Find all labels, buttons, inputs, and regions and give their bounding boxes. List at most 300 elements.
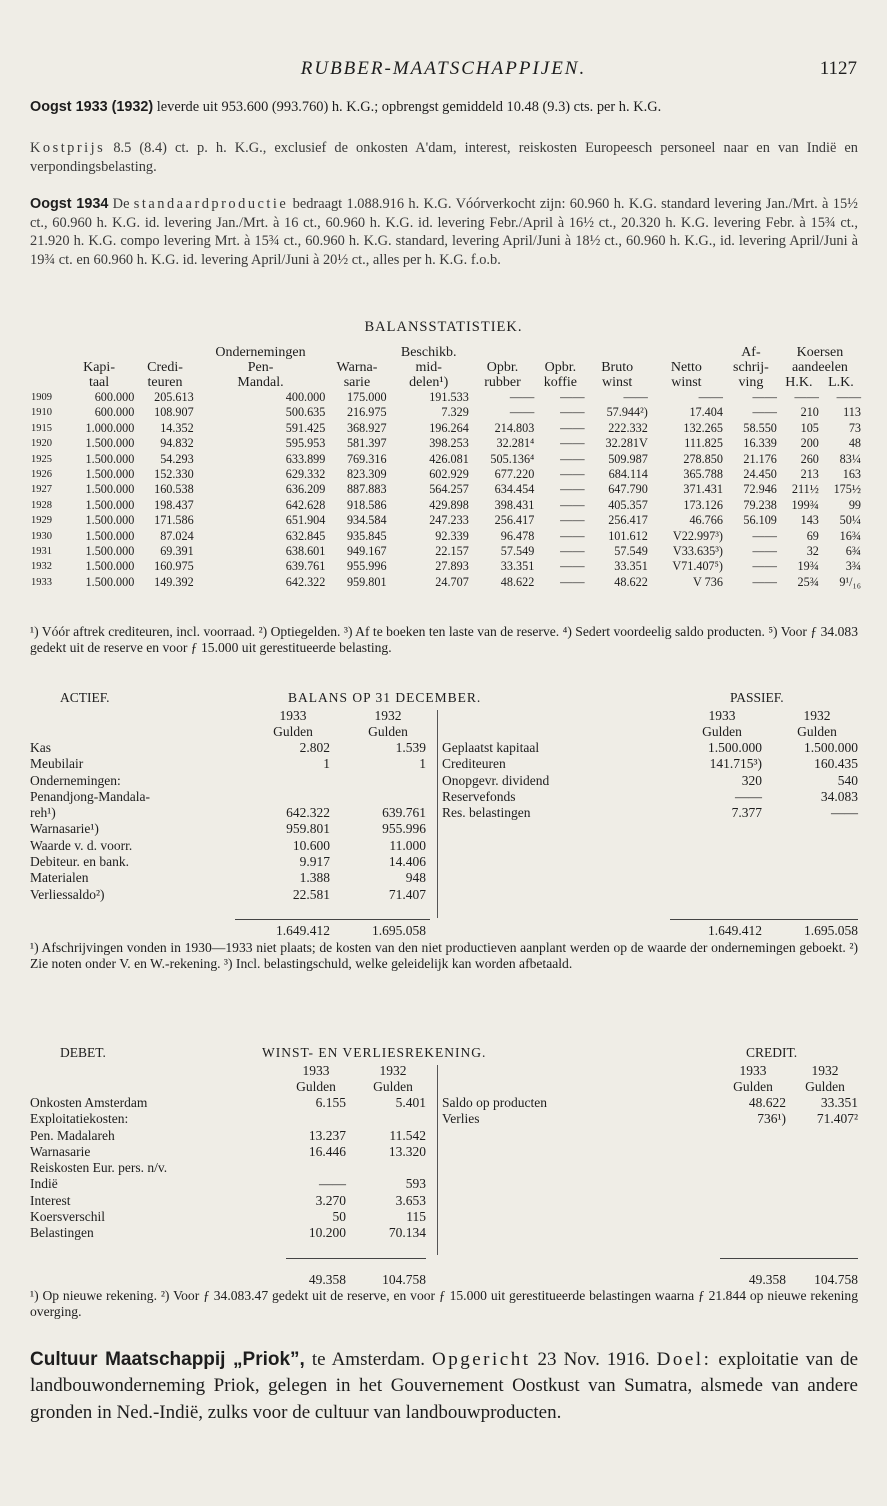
- ledger-value-1933: 10.600: [292, 837, 330, 853]
- stat-year-cell: 1932: [31, 561, 52, 573]
- stat-value-cell: 25¾: [797, 574, 819, 589]
- stat-value-cell: 48.622: [500, 574, 535, 589]
- balans-unit-1932-right: Gulden: [797, 724, 837, 739]
- ledger-value-1933: ——: [319, 1176, 346, 1192]
- ledger-value-1932: 33.351: [820, 1095, 858, 1110]
- wv-year-1933-right: 1933: [739, 1063, 767, 1078]
- stat-row-1929: [30, 513, 862, 528]
- stat-value-cell: 152.330: [154, 467, 194, 482]
- stat-year-cell: 1910: [31, 407, 52, 419]
- stat-header-cell: Pen-: [247, 360, 274, 375]
- stat-value-cell: V22.997³): [672, 528, 723, 543]
- ledger-value-1932: 1.500.000: [804, 740, 858, 755]
- oogst-1933-paragraph: [30, 98, 858, 117]
- stat-value-cell: ——: [560, 559, 585, 574]
- ledger-value-1933: 7.377: [731, 805, 762, 821]
- wv-left-row: [30, 1160, 430, 1176]
- balans-actief-list: [30, 740, 430, 903]
- stat-value-cell: ——: [752, 574, 777, 589]
- stat-value-cell: ——: [836, 390, 861, 404]
- stat-value-cell: 79.238: [743, 497, 777, 512]
- ledger-label: Onopgevr. dividend: [442, 772, 550, 788]
- stat-value-cell: 887.883: [346, 482, 387, 497]
- stat-value-cell: 69: [806, 528, 819, 543]
- stat-value-cell: 7.329: [441, 405, 469, 420]
- balans-left-row: [30, 805, 430, 821]
- stat-value-cell: 33.351: [500, 559, 535, 574]
- stat-value-cell: 27.893: [435, 559, 469, 574]
- ledger-value-1932: 71.407: [388, 886, 426, 902]
- balans-left-row: [30, 756, 430, 772]
- stat-value-cell: ——: [560, 405, 585, 420]
- passief-heading: PASSIEF.: [730, 690, 784, 705]
- stat-header-cell: mid-: [415, 360, 442, 375]
- stat-value-cell: 105: [800, 420, 819, 435]
- stat-value-cell: 3¾: [845, 559, 861, 574]
- stat-value-cell: 651.904: [285, 513, 326, 528]
- ledger-value-1932: 3.653: [395, 1192, 426, 1208]
- stat-year-cell: 1929: [31, 515, 52, 527]
- stat-value-cell: 143: [800, 513, 819, 528]
- stat-value-cell: 935.845: [346, 528, 387, 543]
- stat-header-cell: koffie: [543, 375, 577, 390]
- stat-value-cell: 48: [848, 436, 861, 451]
- wv-unit-1932-right: Gulden: [805, 1079, 845, 1094]
- stat-value-cell: 509.987: [608, 451, 648, 466]
- balans-unit-1933-left: Gulden: [273, 724, 313, 739]
- ledger-value-1933: 736¹): [757, 1111, 786, 1127]
- stat-value-cell: 602.929: [429, 467, 469, 482]
- stat-value-cell: 371.431: [683, 482, 723, 497]
- ledger-label: Debiteur. en bank.: [30, 854, 129, 870]
- stat-year-cell: 1915: [31, 422, 52, 434]
- stat-header-row-2: [30, 360, 862, 375]
- stat-value-cell: 684.114: [608, 467, 648, 482]
- standaardproductie-label: standaardproductie: [133, 196, 289, 212]
- stat-header-cell: [63, 345, 135, 360]
- stat-value-cell: 173.126: [683, 497, 723, 512]
- wv-left-rule: [286, 1258, 426, 1259]
- stat-value-cell: 564.257: [429, 482, 469, 497]
- ledger-value-1932: 948: [405, 870, 426, 886]
- oogst-1934-text2: bedraagt 1.088.916 h. K.G. Vóórverkocht zijn: 60.960 h. K.G. standard levering Jan./Mrt. à 15½ ct., 60.960 h. K.G. id. levering Jan./Mrt. à 16 ct., 60.960 h. K.G. id. levering Febr./April à 16½ ct., 20.320 h. K.G. levering Febr. à 15¾ ct., 21.920 h. K.G. compo levering Mrt. à 15¾ ct., 60.960 h. K.G. standard, levering April/Juni à 18½ ct., 60.960 h. K.G., id. levering April/Juni à 19¾ ct. en 60.960 h. K.G. id. levering April/Juni à 20½ ct., alles per h. K.G. f.o.b.: [30, 196, 858, 268]
- stat-value-cell: 959.801: [346, 574, 387, 589]
- oogst-1934-text1: De: [112, 196, 130, 212]
- balans-total-1933-left: 1.649.412: [276, 923, 330, 938]
- wv-unit-1932-left: Gulden: [373, 1079, 413, 1094]
- balans-passief-list: [442, 740, 858, 821]
- stat-value-cell: ——: [752, 559, 777, 574]
- balans-left-row: [30, 789, 430, 805]
- opgericht-label: Opgericht: [432, 1349, 531, 1370]
- stat-value-cell: 205.613: [154, 390, 194, 404]
- stat-header-cell: aandeelen: [791, 360, 848, 375]
- wv-unit-1933-left: Gulden: [296, 1079, 336, 1094]
- balans-right-row: [442, 773, 858, 789]
- stat-value-cell: 823.309: [346, 467, 387, 482]
- stat-value-cell: 1.000.000: [85, 420, 135, 435]
- balans-total-1933-right: 1.649.412: [708, 923, 762, 938]
- stat-value-cell: 56.109: [743, 513, 777, 528]
- balans-left-row: [30, 821, 430, 837]
- stat-header-cell: [30, 375, 63, 390]
- ledger-value-1932: 11.000: [389, 837, 426, 853]
- stat-header-cell: [30, 360, 63, 375]
- ledger-value-1933: 1.388: [299, 870, 330, 886]
- ledger-value-1933: 320: [741, 772, 762, 788]
- stat-header-cell: rubber: [484, 375, 521, 390]
- ledger-value-1933: 2.802: [299, 740, 330, 755]
- stat-value-cell: 1.500.000: [85, 544, 135, 559]
- stat-row-1920: [30, 436, 862, 451]
- stat-year-cell: 1930: [31, 530, 52, 542]
- stat-value-cell: V 736: [693, 574, 723, 589]
- balans-left-row: [30, 870, 430, 886]
- stat-value-cell: ——: [560, 390, 585, 404]
- stat-value-cell: 934.584: [346, 513, 387, 528]
- ledger-value-1932: 1.539: [395, 740, 426, 755]
- ledger-value-1932: 34.083: [820, 788, 858, 804]
- stat-value-cell: ——: [752, 528, 777, 543]
- wv-left-row: [30, 1111, 430, 1127]
- stat-header-row-1: [30, 345, 862, 360]
- stat-header-cell: H.K.: [785, 375, 813, 390]
- ledger-value-1933: 50: [332, 1209, 346, 1225]
- stat-value-cell: 101.612: [608, 528, 648, 543]
- stat-header-cell: [535, 345, 585, 360]
- stat-row-1928: [30, 498, 862, 513]
- stat-value-cell: 638.601: [285, 544, 326, 559]
- ledger-value-1933: 141.715³): [709, 756, 762, 772]
- stat-value-cell: ——: [560, 497, 585, 512]
- balans-section: [30, 690, 858, 938]
- stat-row-1927: [30, 482, 862, 497]
- wv-footnote: ¹) Op nieuwe rekening. ²) Voor ƒ 34.083.47 gedekt uit de reserve, en voor ƒ 15.000 uit gerestitueerde belastingen waarna ƒ 21.844 op nieuwe rekening overging.: [30, 1288, 858, 1320]
- stat-value-cell: 278.850: [683, 451, 723, 466]
- wv-right-rule: [720, 1258, 858, 1259]
- ledger-value-1932: 14.406: [388, 854, 426, 870]
- wv-left-row: [30, 1193, 430, 1209]
- stat-header-cell: Opbr.: [486, 360, 519, 375]
- stat-value-cell: 149.392: [154, 574, 194, 589]
- oogst-1933-label: Oogst 1933 (1932): [30, 99, 154, 115]
- ledger-label: Res. belastingen: [442, 805, 531, 821]
- running-header: [0, 58, 887, 82]
- ledger-value-1932: 639.761: [382, 805, 426, 821]
- stat-value-cell: 24.707: [435, 574, 469, 589]
- stat-value-cell: 211½: [791, 482, 819, 497]
- ledger-label: Indië: [30, 1176, 58, 1192]
- stat-value-cell: ——: [623, 390, 648, 404]
- ledger-label: Interest: [30, 1192, 71, 1208]
- stat-value-cell: 600.000: [94, 405, 135, 420]
- stat-header-cell: Opbr.: [544, 360, 577, 375]
- stat-value-cell: 16.339: [743, 436, 777, 451]
- balans-year-1932-left: 1932: [374, 708, 402, 723]
- stat-header-cell: winst: [601, 375, 633, 390]
- ledger-value-1932: 540: [837, 772, 858, 788]
- ledger-value-1933: 3.270: [315, 1192, 346, 1208]
- oogst-1934-paragraph: [30, 195, 858, 269]
- stat-value-cell: 429.898: [429, 497, 469, 512]
- stat-value-cell: 213: [800, 467, 819, 482]
- stat-header-cell: Netto: [670, 360, 702, 375]
- balans-title: BALANS OP 31 DECEMBER.: [288, 690, 482, 705]
- stat-year-cell: 1928: [31, 499, 52, 511]
- ledger-label: Warnasarie: [30, 1143, 91, 1159]
- ledger-value-1933: 1: [323, 756, 330, 772]
- priok-company-name: Cultuur Maatschappij „Priok”,: [30, 1349, 305, 1370]
- stat-value-cell: 108.907: [154, 405, 194, 420]
- stat-value-cell: 1.500.000: [85, 528, 135, 543]
- stat-year-cell: 1909: [31, 392, 52, 403]
- stat-header-cell: Bruto: [601, 360, 634, 375]
- stat-value-cell: 171.586: [154, 513, 194, 528]
- wv-total-1932-left: 104.758: [382, 1272, 426, 1287]
- stat-value-cell: ——: [560, 482, 585, 497]
- stat-value-cell: 54.293: [160, 451, 194, 466]
- stat-value-cell: 639.761: [285, 559, 326, 574]
- stat-value-cell: 9¹/₁₆: [839, 574, 861, 589]
- ledger-label: reh¹): [30, 805, 56, 821]
- stat-year-cell: 1925: [31, 453, 52, 465]
- stat-value-cell: 87.024: [160, 528, 194, 543]
- balans-unit-1932-left: Gulden: [368, 724, 408, 739]
- stat-header-cell: Warna-: [336, 360, 378, 375]
- ledger-value-1932: 5.401: [395, 1095, 426, 1110]
- stat-value-cell: 198.437: [154, 497, 194, 512]
- priok-place: te Amsterdam.: [311, 1349, 425, 1370]
- stat-header-cell: [649, 345, 724, 360]
- ledger-label: Kas: [30, 740, 51, 755]
- stat-value-cell: 24.450: [743, 467, 777, 482]
- stat-year-cell: 1933: [31, 576, 52, 588]
- balans-right-rule: [670, 919, 858, 920]
- stat-value-cell: 32: [806, 544, 819, 559]
- ledger-value-1933: 10.200: [308, 1225, 346, 1241]
- wv-year-1932-left: 1932: [379, 1063, 407, 1078]
- balans-right-row: [442, 740, 858, 756]
- stat-value-cell: 1.500.000: [85, 467, 135, 482]
- stat-header-row-3: [30, 375, 862, 390]
- stat-value-cell: 629.332: [285, 467, 326, 482]
- stat-value-cell: ——: [560, 513, 585, 528]
- stat-value-cell: 1.500.000: [85, 436, 135, 451]
- stat-value-cell: 642.322: [285, 574, 326, 589]
- stat-row-1925: [30, 452, 862, 467]
- stat-value-cell: 595.953: [285, 436, 326, 451]
- stat-value-cell: 57.549: [614, 544, 648, 559]
- stat-value-cell: 99: [848, 497, 861, 512]
- stat-value-cell: 175.000: [346, 390, 387, 404]
- stat-value-cell: 256.417: [608, 513, 648, 528]
- stat-row-1933: [30, 575, 862, 590]
- stat-value-cell: 1.500.000: [85, 513, 135, 528]
- stat-value-cell: ——: [560, 544, 585, 559]
- stat-value-cell: 33.351: [614, 559, 648, 574]
- ledger-label: Koersverschil: [30, 1209, 105, 1225]
- wv-title: WINST- EN VERLIESREKENING.: [262, 1045, 487, 1060]
- wv-divider: [437, 1065, 438, 1255]
- page-number: 1127: [819, 58, 857, 79]
- stat-header-cell: [586, 345, 649, 360]
- stat-value-cell: 677.220: [494, 467, 535, 482]
- ledger-label: Onkosten Amsterdam: [30, 1095, 148, 1110]
- ledger-value-1933: 16.446: [308, 1143, 346, 1159]
- stat-year-cell: 1931: [31, 546, 52, 558]
- balans-footnote: ¹) Afschrijvingen vonden in 1930—1933 niet plaats; de kosten van den niet productieven aanplant werden op de waarde der ondernemingen geboekt. ²) Zie noten onder V. en W.-rekening. ³) Incl. belastingschuld, welke geleidelijk kan worden afbetaald.: [30, 940, 858, 972]
- balans-left-row: [30, 887, 430, 903]
- stat-row-1931: [30, 544, 862, 559]
- wv-left-row: [30, 1209, 430, 1225]
- stat-value-cell: 57.944²): [606, 405, 648, 420]
- stat-value-cell: 92.339: [435, 528, 469, 543]
- balans-left-rule: [235, 919, 430, 920]
- stat-header-cell: delen¹): [409, 375, 449, 390]
- stat-value-cell: 46.766: [689, 513, 723, 528]
- stat-value-cell: 96.478: [500, 528, 535, 543]
- wv-left-row: [30, 1144, 430, 1160]
- debet-heading: DEBET.: [60, 1045, 106, 1060]
- balans-left-row: [30, 838, 430, 854]
- ledger-label: Meubilair: [30, 756, 84, 772]
- doel-text: exploitatie van de landbouwonderneming Priok, gelegen in het Gouvernement Oostkust van Sumatra, alsmede van andere gronden in Ned.-Indië, zulks voor de cultuur van landbouwproducten.: [30, 1349, 859, 1423]
- wv-year-1933-left: 1933: [302, 1063, 330, 1078]
- running-title: RUBBER-MAATSCHAPPIJEN.: [300, 58, 587, 79]
- ledger-label: Penandjong-Mandala-: [30, 788, 150, 804]
- ledger-value-1933: 22.581: [292, 886, 330, 902]
- stat-value-cell: 111.825: [684, 436, 723, 451]
- stat-row-1932: [30, 559, 862, 574]
- stat-value-cell: 16¾: [839, 528, 861, 543]
- stat-row-1909: [30, 390, 862, 405]
- actief-heading: ACTIEF.: [60, 690, 110, 705]
- stat-year-cell: 1926: [31, 469, 52, 481]
- stat-header-cell: [326, 345, 387, 360]
- winst-verlies-section: [30, 1045, 858, 1287]
- ledger-value-1933: ——: [735, 788, 762, 804]
- stat-value-cell: 365.788: [683, 467, 723, 482]
- stat-value-cell: 955.996: [346, 559, 387, 574]
- stat-value-cell: 32.281⁴: [496, 436, 535, 451]
- ledger-label: Exploitatiekosten:: [30, 1111, 129, 1127]
- ledger-value-1932: ——: [831, 805, 858, 821]
- stat-value-cell: 22.157: [435, 544, 469, 559]
- stat-value-cell: 32.281V: [605, 436, 648, 451]
- ledger-label: Saldo op producten: [442, 1095, 547, 1110]
- ledger-value-1932: 11.542: [389, 1127, 426, 1143]
- stat-value-cell: 632.845: [285, 528, 326, 543]
- stat-value-cell: 426.081: [429, 451, 469, 466]
- stat-value-cell: 260: [800, 451, 819, 466]
- balansstatistiek-title: BALANSSTATISTIEK.: [364, 319, 523, 335]
- stat-value-cell: 1.500.000: [85, 574, 135, 589]
- opgericht-date: 23 Nov. 1916.: [537, 1349, 650, 1370]
- balans-total-1932-left: 1.695.058: [372, 923, 426, 938]
- priok-paragraph: [30, 1347, 858, 1426]
- stat-value-cell: 50¼: [839, 513, 861, 528]
- ledger-value-1932: 593: [405, 1176, 426, 1192]
- stat-value-cell: 58.550: [743, 420, 777, 435]
- stat-header-cell: sarie: [343, 375, 371, 390]
- stat-header-cell: Mandal.: [237, 375, 284, 390]
- stat-value-cell: ——: [752, 405, 777, 420]
- stat-value-cell: 949.167: [346, 544, 387, 559]
- stat-value-cell: 132.265: [683, 420, 723, 435]
- wv-year-1932-right: 1932: [811, 1063, 839, 1078]
- stat-header-cell: Koersen: [796, 345, 844, 360]
- stat-value-cell: 94.832: [160, 436, 194, 451]
- stat-value-cell: 200: [800, 436, 819, 451]
- stat-value-cell: 73: [848, 420, 861, 435]
- stat-value-cell: 175½: [833, 482, 861, 497]
- balans-left-row: [30, 740, 430, 756]
- stat-value-cell: 113: [843, 405, 861, 420]
- kostprijs-label: Kostprijs: [30, 140, 106, 156]
- stat-value-cell: 72.946: [743, 482, 777, 497]
- ledger-value-1933: 1.500.000: [708, 740, 762, 755]
- stat-header-cell: [135, 345, 194, 360]
- stat-value-cell: ——: [560, 451, 585, 466]
- wv-debet-list: [30, 1095, 430, 1242]
- stat-value-cell: 199¾: [791, 497, 819, 512]
- stat-value-cell: 1.500.000: [85, 482, 135, 497]
- ledger-label: Waarde v. d. voorr.: [30, 837, 133, 853]
- stat-value-cell: 1.500.000: [85, 497, 135, 512]
- ledger-label: Warnasarie¹): [30, 821, 99, 837]
- ledger-label: Belastingen: [30, 1225, 94, 1241]
- balans-year-1933-left: 1933: [279, 708, 307, 723]
- balansstatistiek-table: [30, 345, 862, 590]
- stat-header-cell: [470, 345, 535, 360]
- wv-total-1933-left: 49.358: [308, 1272, 346, 1287]
- stat-value-cell: ——: [509, 390, 535, 404]
- stat-value-cell: 505.136⁴: [490, 451, 535, 466]
- stat-value-cell: 196.264: [429, 420, 469, 435]
- stat-value-cell: ——: [560, 436, 585, 451]
- stat-header-cell: taal: [88, 375, 110, 390]
- stat-value-cell: 633.899: [285, 451, 326, 466]
- ledger-value-1932: 13.320: [388, 1143, 426, 1159]
- stat-value-cell: V33.635³): [672, 544, 723, 559]
- stat-value-cell: 83¼: [839, 451, 861, 466]
- ledger-value-1933: 959.801: [286, 821, 330, 837]
- stat-value-cell: 769.316: [346, 451, 387, 466]
- balans-left-row: [30, 773, 430, 789]
- stat-year-cell: 1927: [31, 484, 52, 496]
- stat-value-cell: 191.533: [429, 390, 469, 404]
- ledger-value-1932: 1: [419, 756, 426, 772]
- stat-value-cell: 160.538: [154, 482, 194, 497]
- wv-total-1933-right: 49.358: [748, 1272, 786, 1287]
- stat-value-cell: V71.407⁵): [672, 559, 723, 574]
- stat-value-cell: 57.549: [500, 544, 535, 559]
- wv-unit-1933-right: Gulden: [733, 1079, 773, 1094]
- stat-header-cell: Credi-: [147, 360, 183, 375]
- stat-value-cell: 405.357: [608, 497, 648, 512]
- balans-year-1932-right: 1932: [803, 708, 831, 723]
- stat-row-1915: [30, 421, 862, 436]
- wv-total-1932-right: 104.758: [814, 1272, 858, 1287]
- stat-value-cell: 21.176: [743, 451, 777, 466]
- doel-label: Doel:: [656, 1349, 712, 1370]
- balans-left-row: [30, 854, 430, 870]
- stat-header-cell: winst: [671, 375, 702, 390]
- stat-value-cell: 398.431: [494, 497, 535, 512]
- kostprijs-text: 8.5 (8.4) ct. p. h. K.G., exclusief de onkosten A'dam, interest, reiskosten Europeesch personeel naar en van Indië en verpondingsbelasting.: [30, 140, 858, 175]
- stat-value-cell: 600.000: [94, 390, 135, 404]
- stat-value-cell: 918.586: [346, 497, 387, 512]
